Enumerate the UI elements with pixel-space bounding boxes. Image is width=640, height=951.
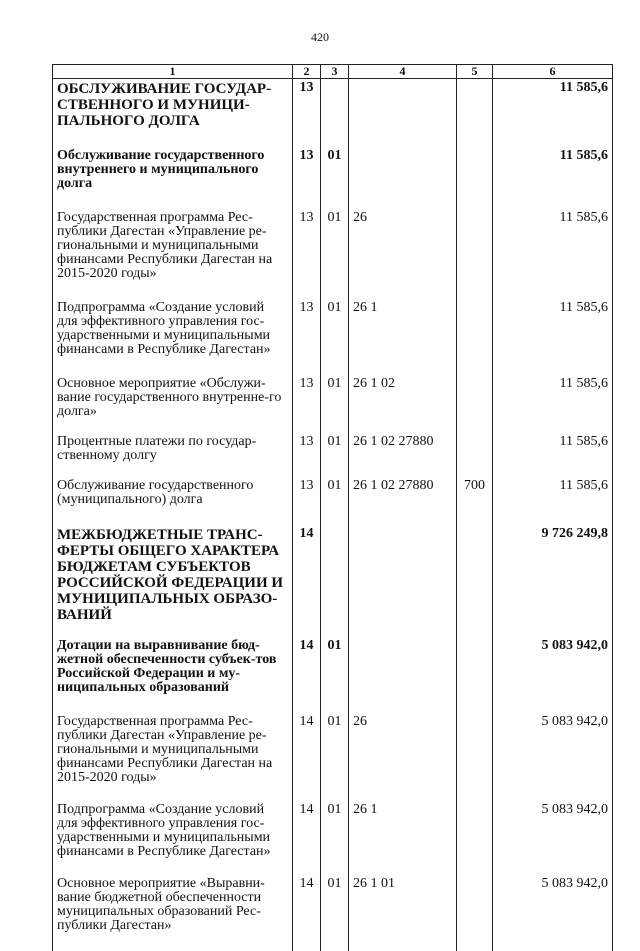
target-article-code: [349, 79, 457, 150]
expense-type-code: [457, 527, 493, 639]
target-article-code: 26 1 02: [349, 377, 457, 435]
amount: 9 726 249,8: [493, 527, 613, 639]
section-code: 14: [293, 527, 321, 639]
table-row: [53, 479, 613, 527]
section-code: 13: [293, 435, 321, 479]
amount: 11 585,6: [493, 435, 613, 479]
target-article-code: 26 1 02 27880: [349, 435, 457, 479]
column-header: 4: [349, 65, 457, 79]
expense-type-code: 700: [457, 479, 493, 527]
target-article-code: 26 1: [349, 301, 457, 377]
subsection-code: 01: [321, 301, 349, 377]
section-code: 13: [293, 79, 321, 150]
expense-type-code: [457, 377, 493, 435]
table-row: [53, 527, 613, 639]
expense-type-code: [457, 149, 493, 211]
section-code: 13: [293, 149, 321, 211]
table-row: [53, 79, 613, 150]
expense-type-code: [457, 877, 493, 951]
section-code: 14: [293, 877, 321, 951]
table-row: [53, 803, 613, 877]
column-header: 6: [493, 65, 613, 79]
table-row: [53, 435, 613, 479]
row-name: Подпрограмма «Создание условий для эффективного управления гос-ударственными и муниципальными финансами в Республике Дагестан»: [53, 301, 293, 377]
row-name: Обслуживание государственного внутреннего и муниципального долга: [53, 149, 293, 211]
expense-type-code: [457, 79, 493, 150]
amount: 5 083 942,0: [493, 877, 613, 951]
subsection-code: 01: [321, 715, 349, 803]
subsection-code: 01: [321, 803, 349, 877]
amount: 5 083 942,0: [493, 715, 613, 803]
amount: 11 585,6: [493, 301, 613, 377]
section-code: 14: [293, 715, 321, 803]
target-article-code: 26 1: [349, 803, 457, 877]
column-number-row: [53, 65, 613, 79]
target-article-code: 26 1 01: [349, 877, 457, 951]
table-row: [53, 149, 613, 211]
row-name: Подпрограмма «Создание условий для эффективного управления гос-ударственными и муниципальными финансами в Республике Дагестан»: [53, 803, 293, 877]
expense-type-code: [457, 211, 493, 301]
table-row: [53, 377, 613, 435]
row-name: Основное мероприятие «Обслужи-вание государственного внутренне-го долга»: [53, 377, 293, 435]
section-code: 13: [293, 301, 321, 377]
table-row: [53, 639, 613, 715]
target-article-code: [349, 527, 457, 639]
page-number: 420: [311, 30, 329, 44]
row-name: Обслуживание государственного (муниципального) долга: [53, 479, 293, 527]
target-article-code: [349, 149, 457, 211]
expense-type-code: [457, 435, 493, 479]
subsection-code: 01: [321, 639, 349, 715]
section-code: 14: [293, 639, 321, 715]
column-header: 1: [53, 65, 293, 79]
target-article-code: 26: [349, 715, 457, 803]
amount: 11 585,6: [493, 377, 613, 435]
expense-type-code: [457, 301, 493, 377]
amount: 11 585,6: [493, 149, 613, 211]
subsection-code: 01: [321, 149, 349, 211]
expense-type-code: [457, 715, 493, 803]
row-name: Государственная программа Рес-публики Дагестан «Управление ре-гиональными и муниципальными финансами Республики Дагестан на 2015-2020 годы»: [53, 211, 293, 301]
row-name: Дотации на выравнивание бюд-жетной обеспеченности субъек-тов Российской Федерации и му-ниципальных образований: [53, 639, 293, 715]
expense-type-code: [457, 803, 493, 877]
section-code: 14: [293, 803, 321, 877]
subsection-code: 01: [321, 479, 349, 527]
amount: 11 585,6: [493, 211, 613, 301]
target-article-code: 26: [349, 211, 457, 301]
expense-type-code: [457, 639, 493, 715]
row-name: Процентные платежи по государ-ственному долгу: [53, 435, 293, 479]
section-code: 13: [293, 377, 321, 435]
table-row: [53, 877, 613, 951]
section-code: 13: [293, 479, 321, 527]
amount: 11 585,6: [493, 79, 613, 150]
target-article-code: 26 1 02 27880: [349, 479, 457, 527]
section-code: 13: [293, 211, 321, 301]
column-header: 2: [293, 65, 321, 79]
budget-table: [52, 64, 613, 951]
subsection-code: 01: [321, 435, 349, 479]
row-name: Основное мероприятие «Выравни-вание бюджетной обеспеченности муниципальных образований Рес-публики Дагестан»: [53, 877, 293, 951]
amount: 11 585,6: [493, 479, 613, 527]
amount: 5 083 942,0: [493, 803, 613, 877]
subsection-code: [321, 527, 349, 639]
subsection-code: 01: [321, 377, 349, 435]
table-row: [53, 301, 613, 377]
row-name: ОБСЛУЖИВАНИЕ ГОСУДАР-СТВЕННОГО И МУНИЦИ-ПАЛЬНОГО ДОЛГА: [53, 79, 293, 150]
amount: 5 083 942,0: [493, 639, 613, 715]
row-name: Государственная программа Рес-публики Дагестан «Управление ре-гиональными и муниципальными финансами Республики Дагестан на 2015-2020 годы»: [53, 715, 293, 803]
column-header: 5: [457, 65, 493, 79]
subsection-code: [321, 79, 349, 150]
table-row: [53, 211, 613, 301]
subsection-code: 01: [321, 877, 349, 951]
target-article-code: [349, 639, 457, 715]
subsection-code: 01: [321, 211, 349, 301]
row-name: МЕЖБЮДЖЕТНЫЕ ТРАНС-ФЕРТЫ ОБЩЕГО ХАРАКТЕРА БЮДЖЕТАМ СУБЪЕКТОВ РОССИЙСКОЙ ФЕДЕРАЦИИ И МУНИЦИПАЛЬНЫХ ОБРАЗО-ВАНИЙ: [53, 527, 293, 639]
table-row: [53, 715, 613, 803]
column-header: 3: [321, 65, 349, 79]
